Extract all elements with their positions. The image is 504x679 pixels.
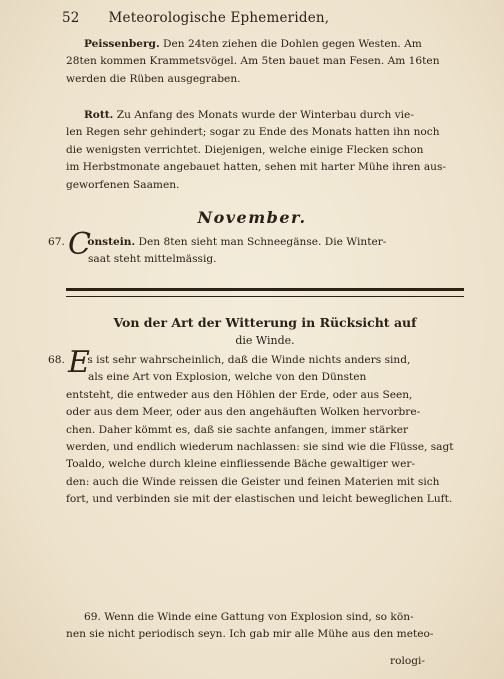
- month-heading: November.: [197, 208, 307, 227]
- place-name: onstein.: [87, 236, 136, 248]
- running-title: Meteorologische Ephemeriden,: [108, 10, 330, 26]
- paragraph-68: [48, 345, 466, 509]
- text-line: 69. Wenn die Winde eine Gattung von Explosion sind, so kön-: [84, 611, 414, 623]
- paragraph-number: 68.: [48, 354, 65, 366]
- text-line: [66, 107, 466, 124]
- divider-rule: [66, 296, 464, 297]
- text-line: Toaldo, welche durch kleine einfliessende Bäche gewaltiger wer-: [66, 458, 416, 471]
- text-line: fort, und verbinden sie mit der elastischen und leicht beweglichen Luft.: [66, 493, 453, 506]
- text-span: s ist sehr wahrscheinlich, daß die Winde nichts anders sind,: [87, 354, 411, 366]
- text-line: saat steht mittelmässig.: [88, 253, 217, 266]
- catchword: rologi-: [390, 655, 425, 667]
- paragraph-peissenberg: [66, 36, 466, 88]
- paragraph-69: [66, 609, 466, 644]
- text-line: im Herbstmonate angebauet hatten, sehen mit harter Mühe ihren aus-: [66, 161, 447, 174]
- text-line: chen. Daher kömmt es, daß sie sachte anfangen, immer stärker: [66, 423, 409, 436]
- paragraph-constein: [48, 227, 466, 269]
- place-name: Rott.: [84, 109, 114, 121]
- text-line: entsteht, die entweder aus den Höhlen der Erde, oder aus Seen,: [66, 388, 413, 401]
- drop-capital: C: [68, 227, 91, 262]
- paragraph-rott: [66, 107, 466, 194]
- text-line: nen sie nicht periodisch seyn. Ich gab mir alle Mühe aus den meteo-: [66, 628, 434, 641]
- page-number: 52: [62, 10, 80, 26]
- place-name: Peissenberg.: [84, 38, 160, 50]
- text-line: [66, 36, 466, 53]
- drop-capital: E: [68, 345, 90, 380]
- text-span: Den 8ten sieht man Schneegänse. Die Winter-: [138, 236, 387, 248]
- text-span: Zu Anfang des Monats wurde der Winterbau durch vie-: [116, 109, 414, 121]
- text-line: werden die Rüben ausgegraben.: [66, 72, 241, 85]
- paragraph-number: 67.: [48, 236, 65, 248]
- text-line: den: auch die Winde reissen die Geister und feinen Materien mit sich: [66, 475, 440, 488]
- text-span: Den 24ten ziehen die Dohlen gegen Westen. Am: [163, 38, 422, 50]
- text-line: oder aus dem Meer, oder aus den angehäuften Wolken hervorbre-: [66, 406, 421, 419]
- divider-rule: [66, 288, 464, 291]
- page-header: [62, 10, 472, 26]
- text-line: werden, und endlich wiederum nachlassen: sie sind wie die Flüsse, sagt: [66, 441, 454, 454]
- text-line: len Regen sehr gehindert; sogar zu Ende des Monats hatten ihn noch: [66, 126, 440, 139]
- chapter-title: Von der Art der Witterung in Rücksicht auf: [113, 315, 417, 330]
- text-line: die wenigsten verrichtet. Diejenigen, welche einige Flecken schon: [66, 143, 424, 156]
- text-line: als eine Art von Explosion, welche von den Dünsten: [88, 371, 367, 384]
- text-line: 28ten kommen Krammetsvögel. Am 5ten bauet man Fesen. Am 16ten: [66, 55, 440, 68]
- chapter-heading: [66, 314, 464, 350]
- chapter-subtitle: die Winde.: [235, 334, 295, 347]
- text-line: geworfenen Saamen.: [66, 178, 180, 191]
